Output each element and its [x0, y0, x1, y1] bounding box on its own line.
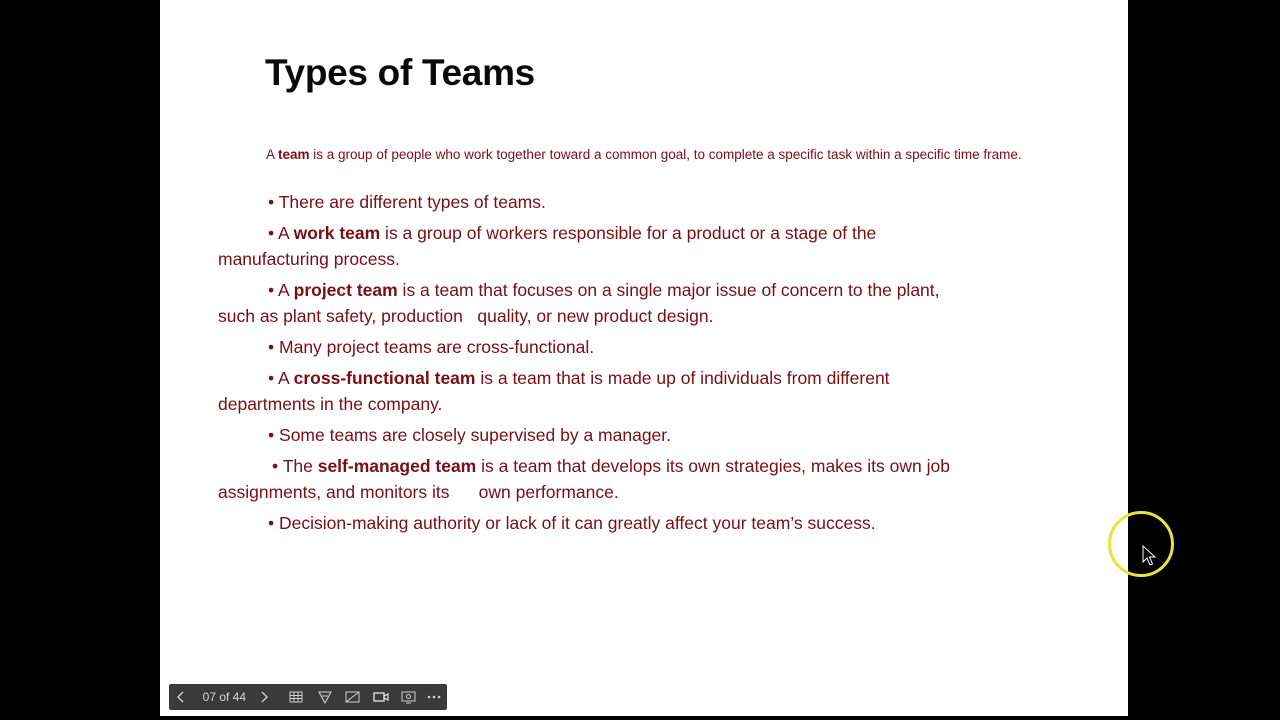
- bullet-prefix: A: [278, 223, 294, 243]
- intro-bold-term: team: [278, 147, 310, 162]
- bullet-continuation: such as plant safety, production quality, or new product design.: [218, 306, 714, 326]
- bullet-suffix: is a team that is made up of individuals from different: [475, 368, 890, 388]
- bullet-marker: •: [268, 368, 275, 388]
- bullet-marker: •: [268, 425, 275, 445]
- bullet-marker: •: [268, 513, 275, 533]
- pen-tools-button[interactable]: [311, 684, 338, 710]
- bullet-bold-term: cross-functional team: [293, 368, 476, 388]
- display-settings-button[interactable]: [395, 684, 422, 710]
- bullet-marker: •: [272, 456, 279, 476]
- slide-canvas: [160, 0, 1128, 716]
- intro-paragraph: [266, 145, 1036, 165]
- bullet-item: [268, 365, 890, 391]
- bullet-item: [268, 422, 671, 448]
- presenter-toolbar: [169, 684, 447, 710]
- bullet-bold-term: self-managed team: [317, 456, 477, 476]
- bullet-item: [272, 453, 950, 479]
- bullet-prefix: A: [278, 368, 294, 388]
- bullet-bold-term: project team: [293, 280, 398, 300]
- intro-rest: is a group of people who work together toward a common goal, to complete a specific task within a specific time frame.: [309, 147, 1022, 162]
- bullet-item: [268, 220, 876, 246]
- bullet-marker: •: [268, 223, 275, 243]
- previous-slide-button[interactable]: [169, 684, 192, 710]
- camera-button[interactable]: [367, 684, 394, 710]
- bullet-continuation: manufacturing process.: [218, 249, 400, 269]
- page-counter: 07 of 44: [202, 690, 247, 704]
- bullet-text: There are different types of teams.: [278, 192, 546, 212]
- bullet-suffix: is a team that develops its own strategies, makes its own job: [476, 456, 950, 476]
- bullet-item: [268, 189, 546, 215]
- more-options-icon: [427, 695, 441, 699]
- next-slide-button[interactable]: [256, 684, 272, 710]
- cursor-highlight-ring: [1108, 511, 1174, 577]
- bullet-item: [268, 510, 876, 536]
- camera-icon: [373, 691, 389, 703]
- chevron-right-icon: [259, 691, 269, 703]
- bullet-marker: •: [268, 280, 275, 300]
- bullet-prefix: A: [278, 280, 294, 300]
- bullet-bold-term: work team: [293, 223, 381, 243]
- hide-slide-icon: [345, 691, 360, 703]
- bullet-marker: •: [268, 337, 275, 357]
- bullet-text: Decision-making authority or lack of it can greatly affect your team’s success.: [279, 513, 876, 533]
- bullet-continuation: departments in the company.: [218, 394, 443, 414]
- bullet-marker: •: [268, 192, 275, 212]
- more-options-button[interactable]: [422, 684, 447, 710]
- bullet-text: Some teams are closely supervised by a manager.: [279, 425, 672, 445]
- slide-title: Types of Teams: [265, 52, 535, 93]
- see-all-slides-button[interactable]: [282, 684, 311, 710]
- display-settings-icon: [401, 691, 416, 704]
- bullet-prefix: The: [282, 456, 318, 476]
- mouse-pointer-icon: [1142, 545, 1156, 572]
- grid-view-icon: [289, 691, 303, 703]
- black-screen-button[interactable]: [338, 684, 367, 710]
- bullet-suffix: is a group of workers responsible for a product or a stage of the: [380, 223, 877, 243]
- bullet-continuation: assignments, and monitors its own performance.: [218, 482, 619, 502]
- pen-tool-icon: [318, 690, 332, 704]
- chevron-left-icon: [176, 691, 186, 703]
- bullet-item: [268, 277, 940, 303]
- bullet-suffix: is a team that focuses on a single major issue of concern to the plant,: [397, 280, 940, 300]
- bullet-text: Many project teams are cross-functional.: [279, 337, 595, 357]
- bullet-item: [268, 334, 594, 360]
- intro-prefix: A: [266, 147, 279, 162]
